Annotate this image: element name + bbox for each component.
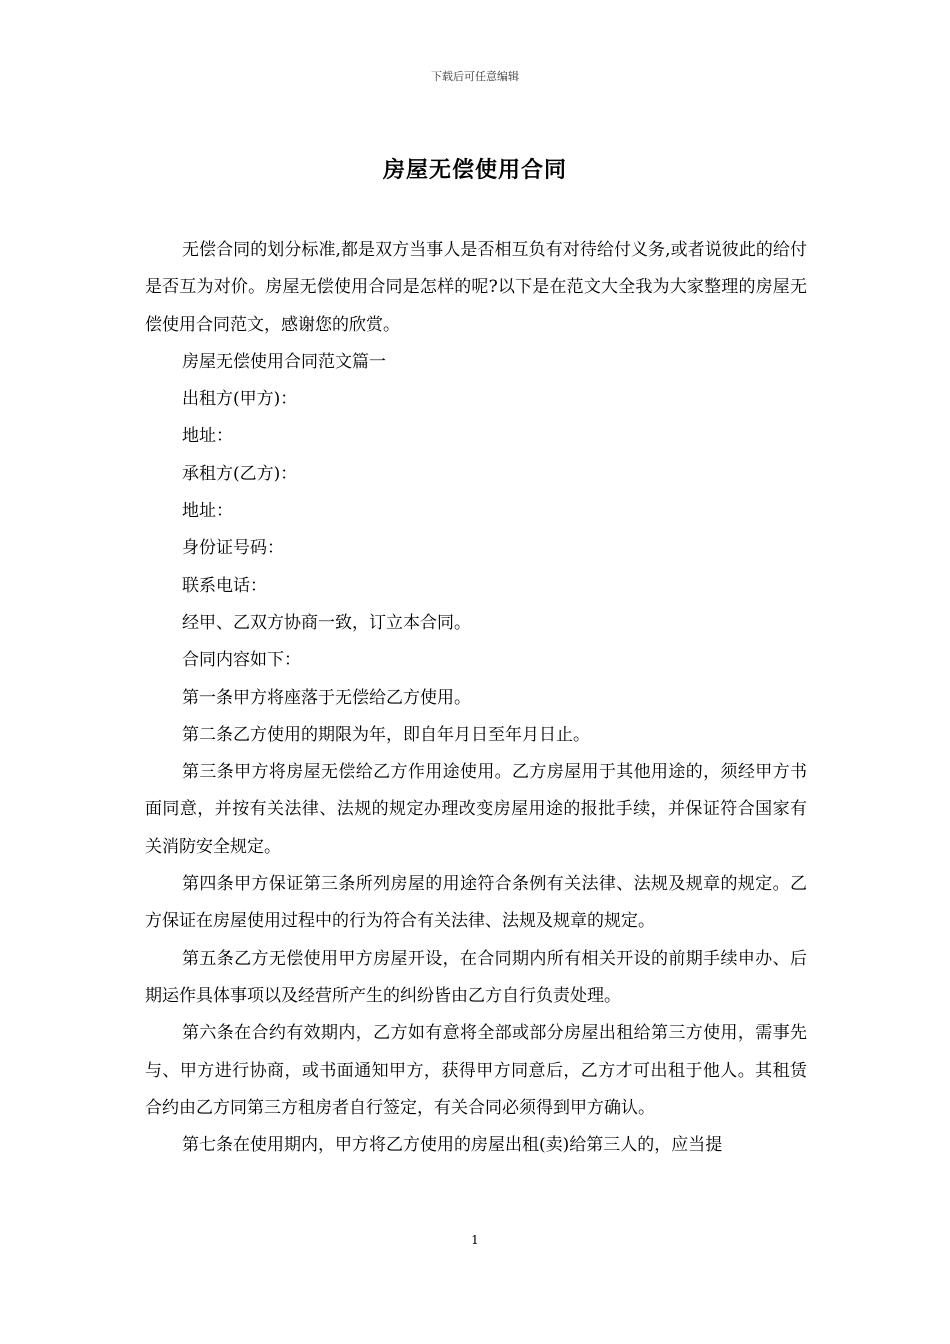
article-3: 第三条甲方将房屋无偿给乙方作用途使用。乙方房屋用于其他用途的，须经甲方书面同意，并按有关法律、法规的规定办理改变房屋用途的报批手续，并保证符合国家有关消防安全规定。 [145, 762, 807, 857]
document-title: 房屋无偿使用合同 [382, 157, 567, 183]
page-number: 1 [471, 1233, 479, 1247]
section-heading: 房屋无偿使用合同范文篇一 [182, 351, 386, 372]
lessor-address-field: 地址： [182, 426, 233, 447]
content-intro-line: 合同内容如下： [182, 650, 301, 671]
agreement-line: 经甲、乙双方协商一致，订立本合同。 [182, 612, 471, 633]
document-body [145, 232, 807, 1164]
article-2: 第二条乙方使用的期限为年，即自年月日至年月日止。 [182, 724, 590, 745]
article-4: 第四条甲方保证第三条所列房屋的用途符合条例有关法律、法规及规章的规定。乙方保证在房屋使用过程中的行为符合有关法律、法规及规章的规定。 [145, 874, 807, 932]
article-1: 第一条甲方将座落于无偿给乙方使用。 [182, 687, 471, 708]
lessee-address-field: 地址： [182, 501, 233, 522]
article-7: 第七条在使用期内，甲方将乙方使用的房屋出租(卖)给第三人的，应当提 [182, 1135, 723, 1156]
article-5: 第五条乙方无偿使用甲方房屋开设，在合同期内所有相关开设的前期手续申办、后期运作具体事项以及经营所产生的纠纷皆由乙方自行负责处理。 [145, 948, 807, 1006]
article-6: 第六条在合约有效期内，乙方如有意将全部或部分房屋出租给第三方使用，需事先与、甲方进行协商，或书面通知甲方，获得甲方同意后，乙方才可出租于他人。其租赁合约由乙方同第三方租房者自行签定，有关合同必须得到甲方确认。 [145, 1023, 807, 1118]
lessor-field: 出租方(甲方)： [182, 389, 298, 410]
intro-paragraph: 无偿合同的划分标准,都是双方当事人是否相互负有对待给付义务,或者说彼此的给付是否互为对价。房屋无偿使用合同是怎样的呢?以下是在范文大全我为大家整理的房屋无偿使用合同范文，感谢您的欣赏。 [145, 240, 807, 335]
lessee-field: 承租方(乙方)： [182, 463, 298, 484]
id-number-field: 身份证号码： [182, 538, 284, 559]
phone-field: 联系电话： [182, 575, 267, 596]
header-note: 下载后可任意编辑 [431, 70, 519, 83]
